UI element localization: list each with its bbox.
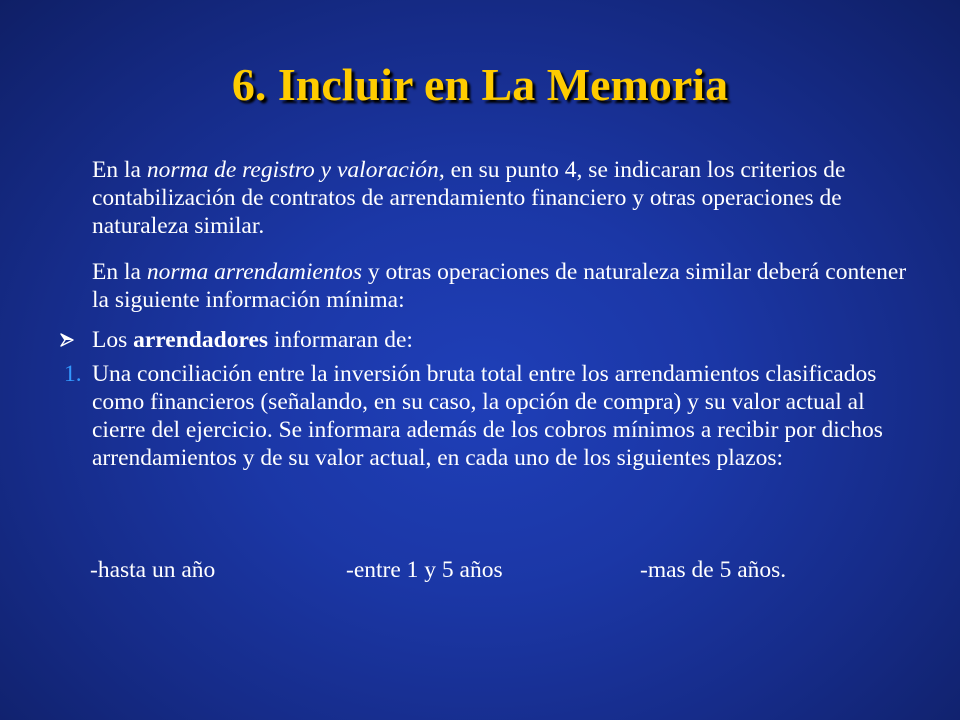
- numbered-item-1: [64, 360, 922, 472]
- item1-text: Una conciliación entre la inversión bruta total entre los arrendamientos clasificados como financieros (señalando, en su caso, la opción de compra) y su valor actual al cierre del ejercicio. Se informara además de los cobros mínimos a recibir por dichos arrendamientos y de su valor actual, en cada uno de los siguientes plazos:: [92, 361, 883, 471]
- bullet-arrendadores: [92, 326, 922, 354]
- plazo-mas-de-5: -mas de 5 años.: [640, 557, 787, 583]
- bullet-pre: Los: [92, 327, 134, 353]
- paragraph2-pre: En la: [92, 259, 147, 285]
- paragraph1-post: , en su punto 4, se indicaran los criterios de contabilización de contratos de arrendamiento financiero y otras operaciones de naturaleza similar.: [92, 157, 846, 239]
- item-number: 1.: [64, 361, 82, 387]
- plazos-row: [90, 556, 910, 586]
- plazo-entre-1-y-5: -entre 1 y 5 años: [346, 557, 503, 583]
- paragraph-norma-registro: [92, 156, 922, 240]
- paragraph2-post: y otras operaciones de naturaleza similar deberá contener la siguiente información mínima:: [92, 259, 907, 313]
- bullet-bold: arrendadores: [133, 327, 269, 353]
- bullet-post: informaran de:: [268, 327, 413, 353]
- arrow-bullet-icon: [60, 333, 74, 347]
- paragraph1-pre: En la: [92, 157, 147, 183]
- paragraph-norma-arrendamientos: [92, 258, 922, 314]
- paragraph2-italic: norma arrendamientos: [146, 259, 363, 285]
- plazo-hasta-un-ano: -hasta un año: [90, 557, 216, 583]
- paragraph1-italic: norma de registro y valoración: [146, 157, 439, 183]
- page-title: 6. Incluir en La Memoria: [231, 59, 729, 110]
